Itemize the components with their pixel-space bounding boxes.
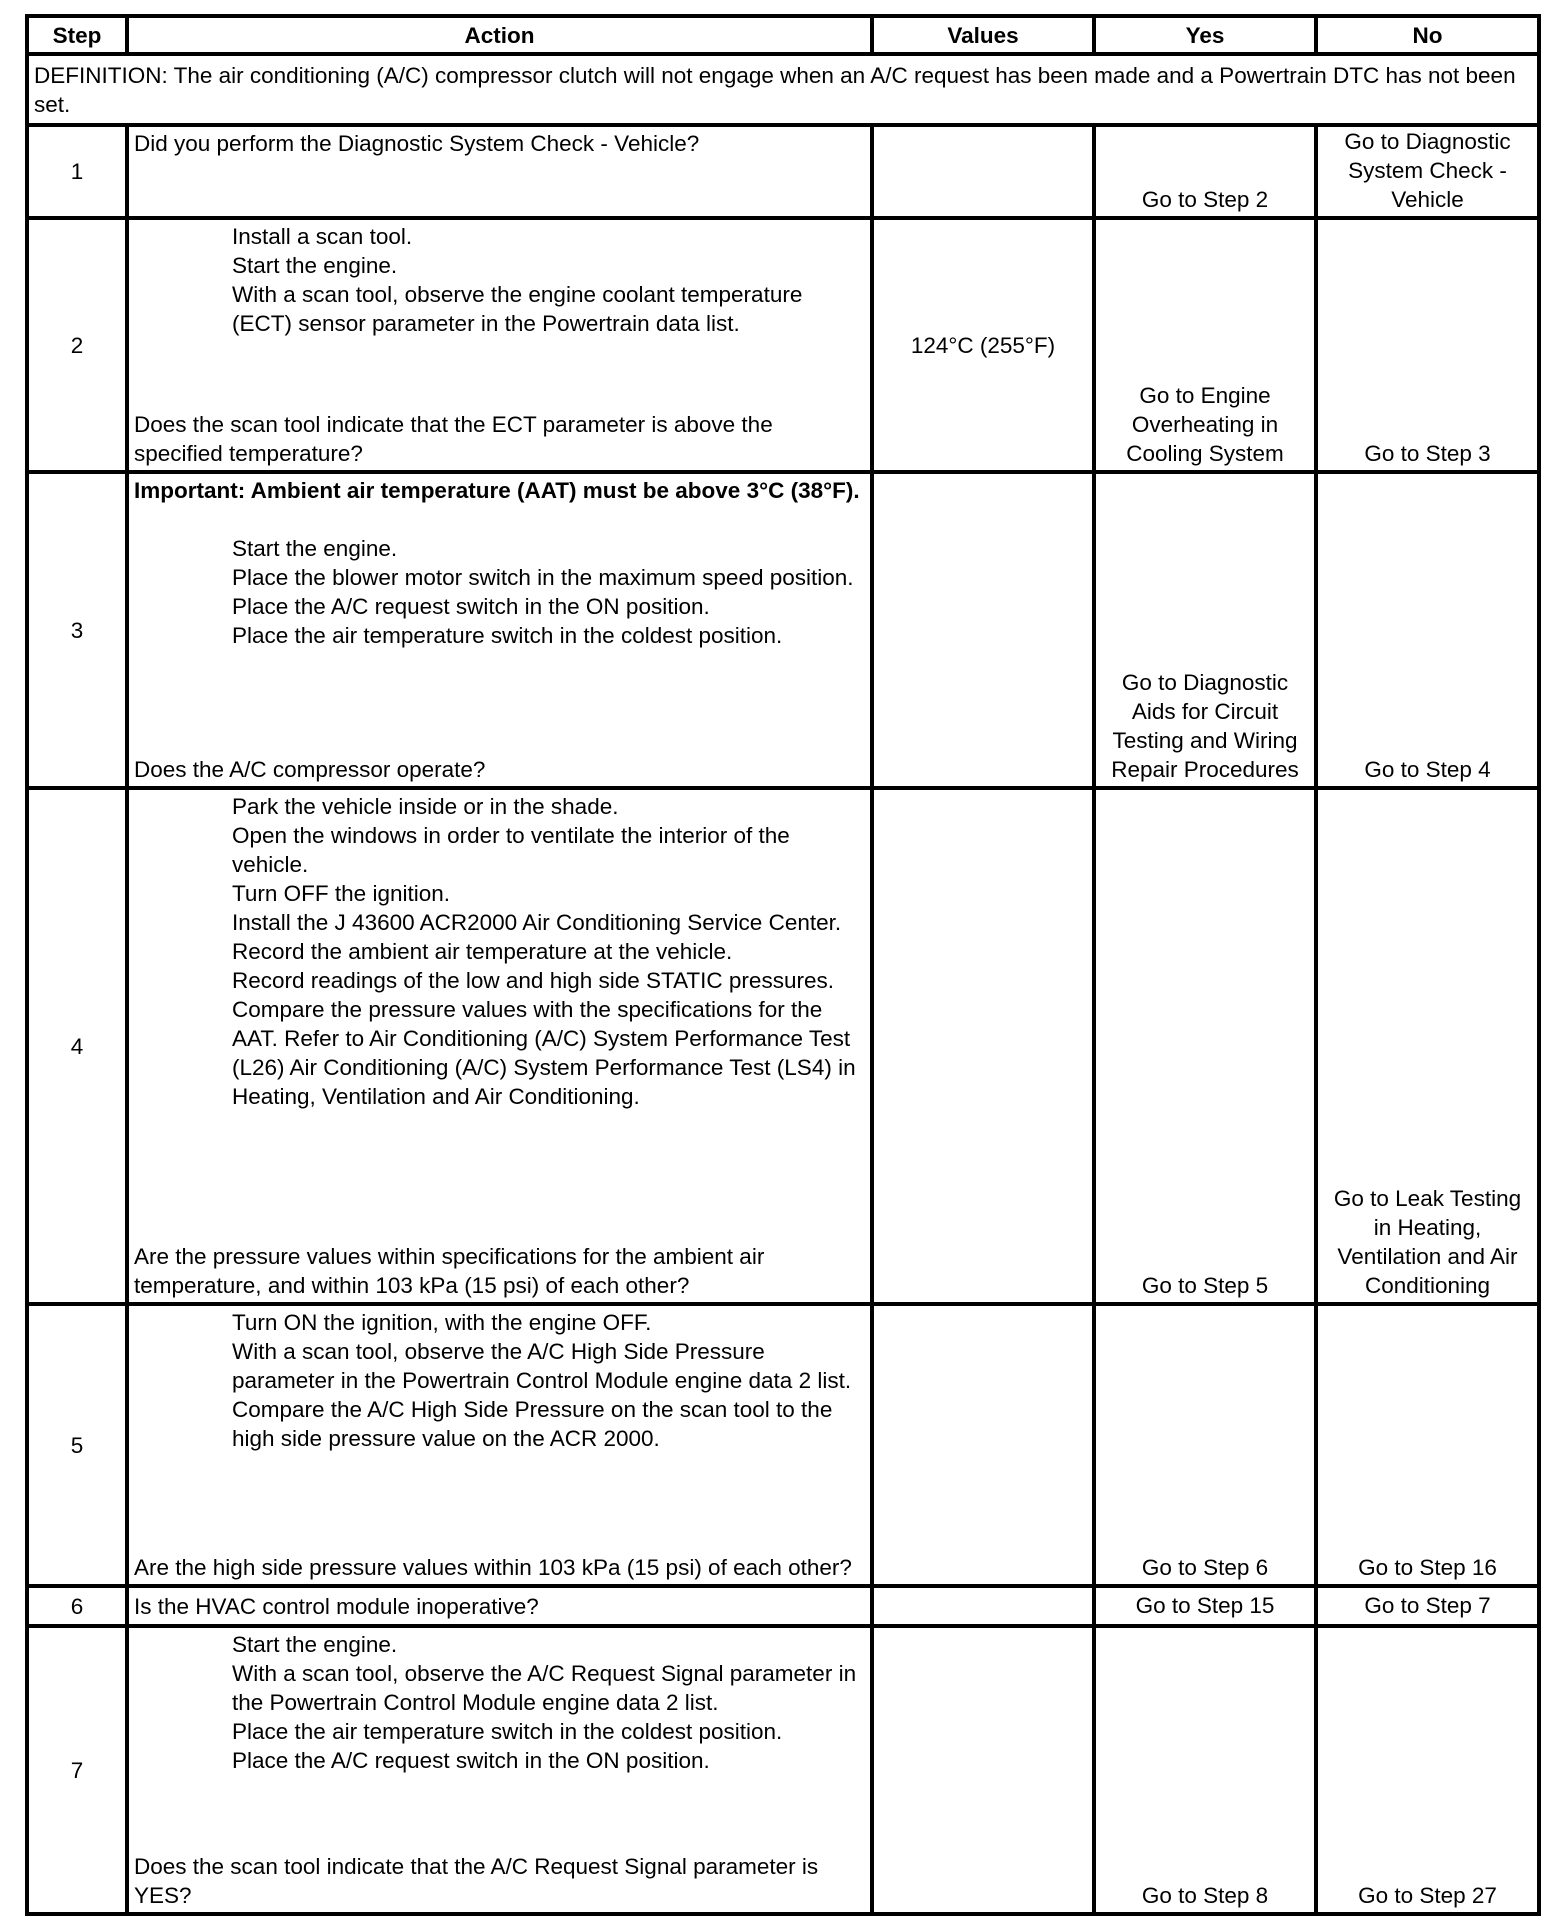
action-steps [134,1630,865,1775]
yes-cell: Go to Step 15 [1094,1586,1316,1626]
header-action: Action [127,16,872,54]
action-cell [127,125,872,218]
action-step: With a scan tool, observe the A/C High Side Pressure parameter in the Powertrain Control Module engine data 2 list. [232,1339,852,1393]
action-cell [127,788,872,1304]
no-cell: Go to Step 4 [1316,472,1539,788]
action-steps [134,222,865,338]
values-cell [872,1304,1094,1586]
action-cell [127,1586,872,1626]
values-cell [872,1586,1094,1626]
step-number: 3 [27,472,127,788]
yes-cell: Go to Engine Overheating in Cooling System [1094,218,1316,472]
step-number: 1 [27,125,127,218]
action-step: With a scan tool, observe the A/C Request Signal parameter in the Powertrain Control Module engine data 2 list. [232,1661,857,1715]
definition-text: DEFINITION: The air conditioning (A/C) compressor clutch will not engage when an A/C request has been made and a Powertrain DTC has not been set. [27,54,1539,125]
values-cell [872,788,1094,1304]
action-cell [127,218,872,472]
values-cell: 124°C (255°F) [872,218,1094,472]
no-cell: Go to Step 7 [1316,1586,1539,1626]
no-cell: Go to Step 16 [1316,1304,1539,1586]
step-number: 4 [27,788,127,1304]
action-step: Place the air temperature switch in the coldest position. [232,623,783,648]
step-number: 5 [27,1304,127,1586]
table-row [27,125,1539,218]
action-step: Turn OFF the ignition. [232,881,451,906]
action-step: Place the A/C request switch in the ON position. [232,1748,710,1773]
table-row [27,1586,1539,1626]
action-step: Place the A/C request switch in the ON position. [232,594,710,619]
action-step: Install a scan tool. [232,224,413,249]
action-step: Place the air temperature switch in the coldest position. [232,1719,783,1744]
step-number: 2 [27,218,127,472]
table-row [27,788,1539,1304]
header-step: Step [27,16,127,54]
table-row [27,218,1539,472]
action-step: With a scan tool, observe the engine coolant temperature (ECT) sensor parameter in the Powertrain data list. [232,282,803,336]
action-question: Does the A/C compressor operate? [134,757,486,782]
action-question: Are the pressure values within specifications for the ambient air temperature, and within 103 kPa (15 psi) of each other? [134,1244,765,1298]
action-cell [127,472,872,788]
action-question: Are the high side pressure values within 103 kPa (15 psi) of each other? [134,1555,852,1580]
action-step: Start the engine. [232,1632,398,1657]
no-cell: Go to Leak Testing in Heating, Ventilation and Air Conditioning [1316,788,1539,1304]
table-row [27,1304,1539,1586]
action-step: Record the ambient air temperature at the vehicle. [232,939,733,964]
yes-cell: Go to Diagnostic Aids for Circuit Testing and Wiring Repair Procedures [1094,472,1316,788]
action-step: Place the blower motor switch in the maximum speed position. [232,565,854,590]
action-step: Park the vehicle inside or in the shade. [232,794,619,819]
header-no: No [1316,16,1539,54]
table-row [27,1626,1539,1914]
diagnostic-table [25,14,1541,1916]
action-steps [134,1308,865,1453]
action-step: Start the engine. [232,536,398,561]
action-step: Record readings of the low and high side STATIC pressures. [232,968,834,993]
action-steps [134,534,865,650]
action-question: Does the scan tool indicate that the ECT parameter is above the specified temperature? [134,412,773,466]
header-values: Values [872,16,1094,54]
yes-cell: Go to Step 2 [1094,125,1316,218]
values-cell [872,472,1094,788]
no-cell: Go to Step 3 [1316,218,1539,472]
table-row [27,472,1539,788]
header-row [27,16,1539,54]
action-cell [127,1626,872,1914]
action-question: Does the scan tool indicate that the A/C Request Signal parameter is YES? [134,1854,819,1908]
action-step: Open the windows in order to ventilate the interior of the vehicle. [232,823,790,877]
definition-row [27,54,1539,125]
action-step: Turn ON the ignition, with the engine OFF. [232,1310,652,1335]
step-number: 6 [27,1586,127,1626]
yes-cell: Go to Step 8 [1094,1626,1316,1914]
action-question: Did you perform the Diagnostic System Check - Vehicle? [134,131,700,156]
yes-cell: Go to Step 5 [1094,788,1316,1304]
action-question: Is the HVAC control module inoperative? [134,1593,539,1619]
action-step: Compare the A/C High Side Pressure on the scan tool to the high side pressure value on the ACR 2000. [232,1397,833,1451]
no-cell: Go to Step 27 [1316,1626,1539,1914]
action-cell [127,1304,872,1586]
action-step: Compare the pressure values with the specifications for the AAT. Refer to Air Conditioning (A/C) System Performance Test (L26) Air Conditioning (A/C) System Performance Test (LS4) in Heating, Ventilation and Air Conditioning. [232,997,856,1109]
action-step: Start the engine. [232,253,398,278]
important-note: Important: Ambient air temperature (AAT) must be above 3°C (38°F). [134,478,860,503]
yes-cell: Go to Step 6 [1094,1304,1316,1586]
header-yes: Yes [1094,16,1316,54]
step-number: 7 [27,1626,127,1914]
action-steps [134,792,865,1111]
values-cell [872,1626,1094,1914]
no-cell: Go to Diagnostic System Check - Vehicle [1316,125,1539,218]
values-cell [872,125,1094,218]
action-step: Install the J 43600 ACR2000 Air Conditioning Service Center. [232,910,842,935]
